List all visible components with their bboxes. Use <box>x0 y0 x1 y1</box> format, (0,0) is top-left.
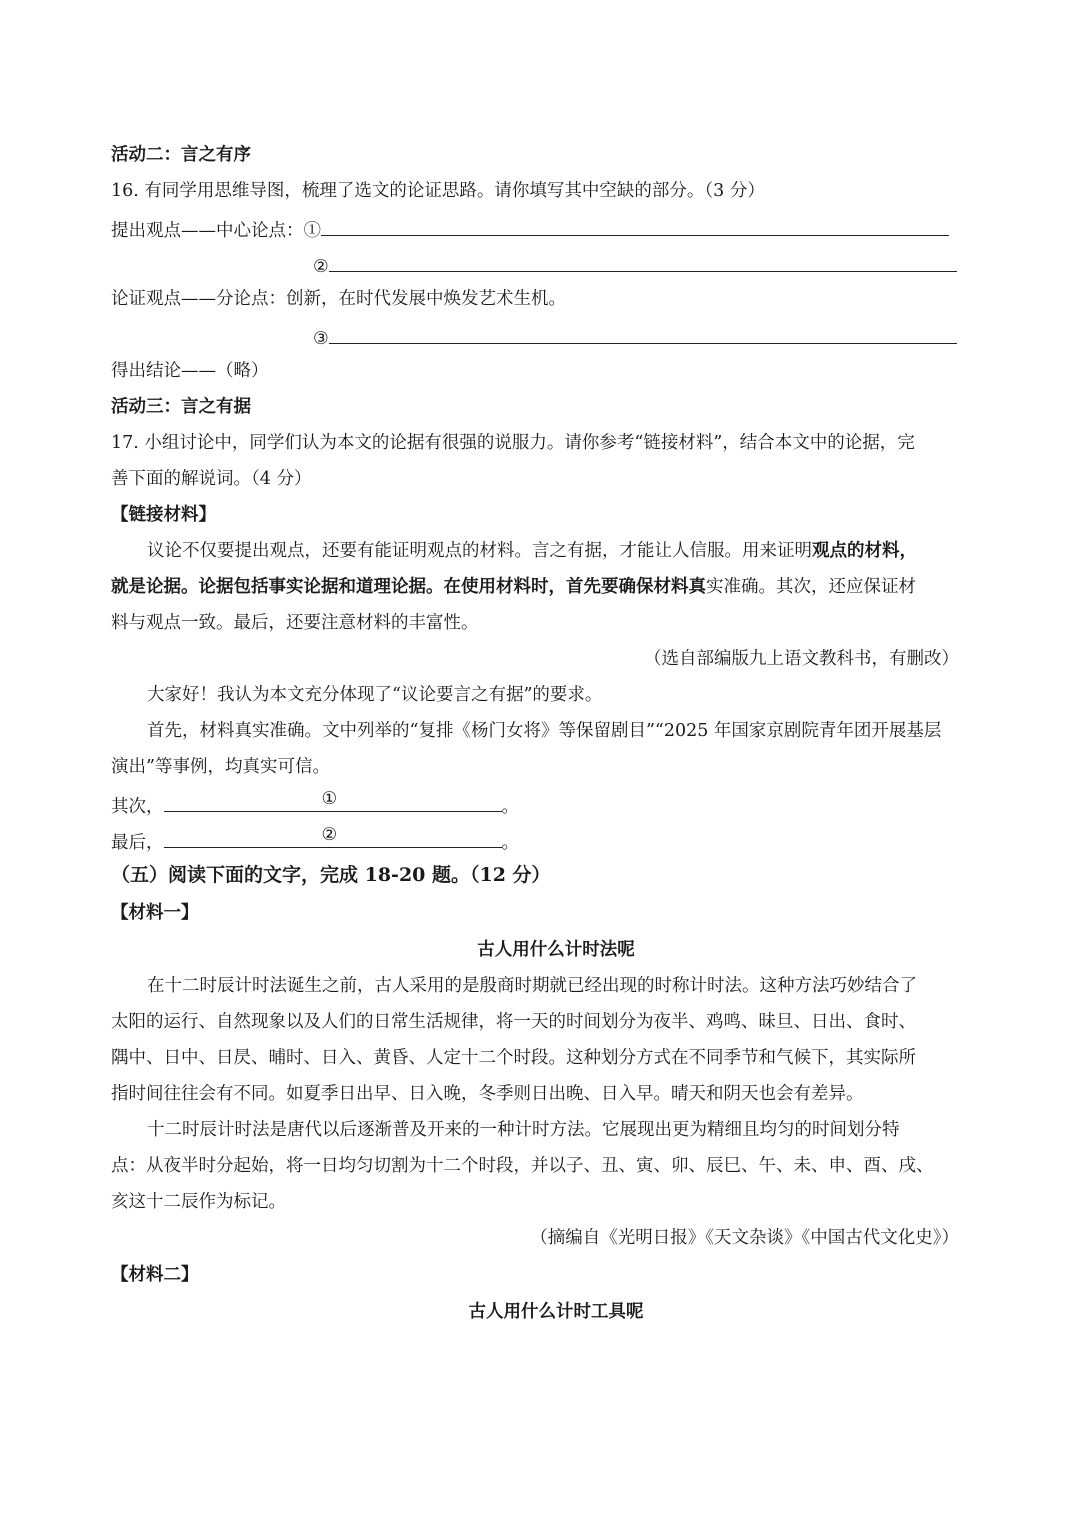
speech-line3: 演出”等事例，均真实可信。 <box>111 757 330 777</box>
q17-blank-row2 <box>111 821 971 861</box>
q16-blank2[interactable] <box>329 245 957 272</box>
q17-blank-row1 <box>111 785 971 825</box>
link-material-line2 <box>111 569 971 605</box>
q16-mark2: ② <box>313 257 329 277</box>
material1-title: 古人用什么计时法呢 <box>477 940 635 960</box>
section5-heading: （五）阅读下面的文字，完成 18-20 题。（12 分） <box>111 864 551 886</box>
activity2-heading: 活动二：言之有序 <box>111 145 251 165</box>
q16-mark1: ① <box>303 221 321 241</box>
activity3-heading: 活动三：言之有据 <box>111 397 251 417</box>
q17-stem-line2: 善下面的解说词。（4 分） <box>111 469 312 489</box>
q17-period: 。 <box>501 833 519 853</box>
link-material-line3: 料与观点一致。最后，还要注意材料的丰富性。 <box>111 613 479 633</box>
q17-mark2: ② <box>321 825 338 845</box>
q17-blank1[interactable] <box>164 785 502 812</box>
q16-blank3[interactable] <box>329 317 957 344</box>
link-material-text: 议论不仅要提出观点，还要有能证明观点的材料。言之有据，才能让人信服。用来证明 <box>147 541 812 561</box>
q16-row1-label: 提出观点——中心论点： <box>111 221 304 241</box>
q17-blank2[interactable] <box>164 821 502 848</box>
q17-mark1: ① <box>321 789 338 809</box>
q16-row2 <box>111 245 1080 285</box>
q16-stem: 16. 有同学用思维导图，梳理了选文的论证思路。请你填写其中空缺的部分。（3 分） <box>111 181 765 201</box>
q17-stem-line1: 17. 小组讨论中，同学们认为本文的论据有很强的说服力。请你参考“链接材料”，结合本文中的论据，完 <box>111 433 915 453</box>
q17-last-label: 最后， <box>111 833 164 853</box>
q16-row4 <box>111 317 1080 357</box>
q16-row5: 得出结论——（略） <box>111 361 269 381</box>
link-material-line1 <box>111 533 1007 569</box>
material1-p1-l2: 太阳的运行、自然现象以及人们的日常生活规律，将一天的时间划分为夜半、鸡鸣、昧旦、日出、食时、 <box>111 1012 916 1032</box>
material1-p1-l1: 在十二时辰计时法诞生之前，古人采用的是殷商时期就已经出现的时称计时法。这种方法巧妙结合了 <box>147 976 917 996</box>
material1-p1-l3: 隅中、日中、日昃、晡时、日入、黄昏、人定十二个时段。这种划分方式在不同季节和气候下，其实际所 <box>111 1048 916 1068</box>
q16-row3: 论证观点——分论点：创新，在时代发展中焕发艺术生机。 <box>111 289 566 309</box>
material1-p2-l2: 点：从夜半时分起始，将一日均匀切割为十二个时段，并以子、丑、寅、卯、辰巳、午、未、申、酉、戌、 <box>111 1156 934 1176</box>
link-material-source: （选自部编版九上语文教科书，有删改） <box>644 649 959 669</box>
material1-p1-l4: 指时间往往会有不同。如夏季日出早、日入晚，冬季则日出晚、日入早。晴天和阴天也会有差异。 <box>111 1084 864 1104</box>
q17-period: 。 <box>501 797 519 817</box>
q16-mark3: ③ <box>313 329 329 349</box>
material1-p2-l1: 十二时辰计时法是唐代以后逐渐普及开来的一种计时方法。它展现出更为精细且均匀的时间划分特 <box>147 1120 900 1140</box>
material1-label: 【材料一】 <box>111 903 199 923</box>
q16-blank1[interactable] <box>321 209 949 236</box>
link-material-text: 实准确。其次，还应保证材 <box>706 577 916 597</box>
link-material-bold: 观点的材料， <box>812 541 917 561</box>
link-material-bold: 就是论据。论据包括事实论据和道理论据。在使用材料时，首先要确保材料真 <box>111 577 706 597</box>
link-material-label: 【链接材料】 <box>111 505 216 525</box>
speech-line2: 首先，材料真实准确。文中列举的“复排《杨门女将》等保留剧目”“2025 年国家京剧院青年团开展基层 <box>147 721 942 741</box>
material1-p2-l3: 亥这十二辰作为标记。 <box>111 1192 286 1212</box>
material1-source: （摘编自《光明日报》《天文杂谈》《中国古代文化史》） <box>530 1228 959 1248</box>
q16-row1 <box>111 209 971 249</box>
q17-next-label: 其次， <box>111 797 164 817</box>
speech-line1: 大家好！我认为本文充分体现了“议论要言之有据”的要求。 <box>147 685 603 705</box>
material2-label: 【材料二】 <box>111 1265 199 1285</box>
material2-title: 古人用什么计时工具呢 <box>468 1302 644 1322</box>
